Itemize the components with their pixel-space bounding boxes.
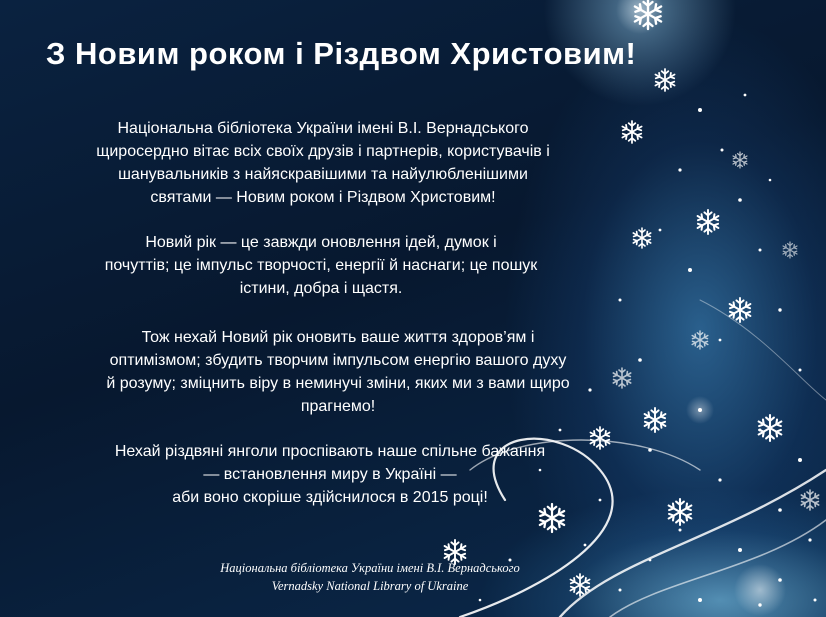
paragraph-line: оптимізмом; збудить творчим імпульсом енергію вашого духу	[109, 352, 567, 369]
paragraph-line: Нехай різдвяні янголи проспівають наше спільне бажання	[114, 443, 546, 460]
paragraph-line: Тож нехай Новий рік оновить ваше життя здоров’ям і	[141, 329, 535, 346]
greeting-paragraph-4	[70, 440, 590, 509]
paragraph-line: шанувальників з найяскравішими та найулюбленішими	[118, 166, 528, 183]
paragraph-line: Новий рік — це завжди оновлення ідей, думок і	[145, 234, 497, 251]
signature-english: Vernadsky National Library of Ukraine	[271, 579, 469, 593]
paragraph-line: й розуму; зміцнить віру в неминучі зміни, яких ми з вами щиро	[106, 375, 570, 392]
paragraph-line: почуттів; це імпульс творчості, енергії й наснаги; це пошук	[104, 257, 538, 274]
signature-ukrainian: Національна бібліотека України імені В.І. Вернадського	[220, 561, 520, 575]
signature	[180, 559, 560, 595]
paragraph-line: Національна бібліотека України імені В.І. Вернадського	[117, 120, 529, 137]
paragraph-line: святами — Новим роком і Різдвом Христовим!	[150, 189, 496, 206]
paragraph-line: істини, добра і щастя.	[239, 280, 403, 297]
paragraph-line: прагнемо!	[300, 398, 376, 415]
greeting-paragraph-2	[76, 231, 566, 300]
paragraph-line: — встановлення миру в Україні —	[203, 466, 457, 483]
greeting-paragraph-3	[78, 326, 598, 418]
greeting-title: З Новим роком і Різдвом Христовим!	[46, 36, 637, 71]
paragraph-line: аби воно скоріше здійснилося в 2015 році!	[172, 489, 488, 506]
paragraph-line: щиросердно вітає всіх своїх друзів і партнерів, користувачів і	[96, 143, 550, 160]
greeting-paragraph-1	[68, 117, 578, 209]
